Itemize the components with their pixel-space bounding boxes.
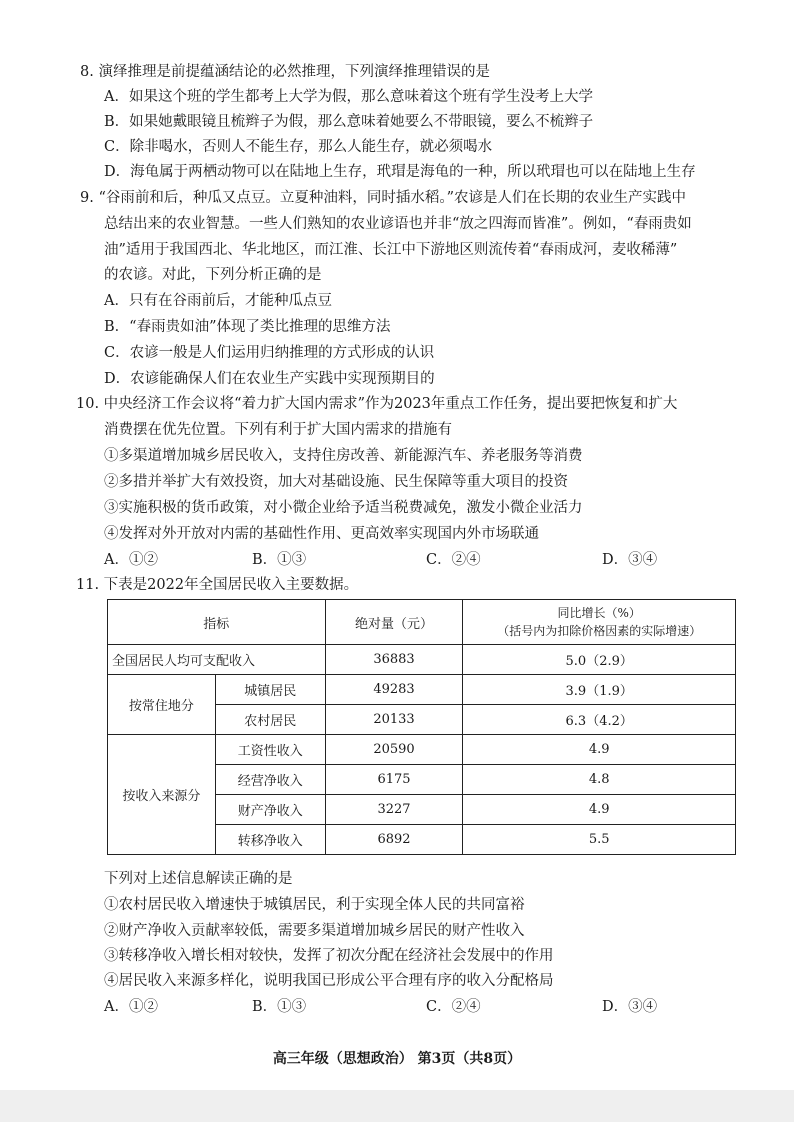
row-label: 财产净收入 [215, 795, 325, 825]
q11-prompt: 下列对上述信息解读正确的是 [104, 871, 293, 887]
q8-stem: 8. 演绎推理是前提蕴涵结论的必然推理，下列演绎推理错误的是 [80, 64, 490, 80]
q9-stem-line-1: 9. “谷雨前和后，种瓜又点豆。立夏种油料，同时插水稻。”农谚是人们在长期的农业生产实践中 [80, 190, 687, 206]
q11-item-4: ④居民收入来源多样化，说明我国已形成公平合理有序的收入分配格局 [104, 973, 554, 989]
header-growth [463, 600, 736, 645]
q9-stem-line-4: 的农谚。对此，下列分析正确的是 [104, 267, 322, 283]
q8-option-d: D．海龟属于两栖动物可以在陆地上生存，玳瑁是海龟的一种，所以玳瑁也可以在陆地上生存 [104, 164, 696, 180]
q10-choices [104, 550, 704, 570]
q11-item-3: ③转移净收入增长相对较快，发挥了初次分配在经济社会发展中的作用 [104, 948, 554, 964]
row-label: 转移净收入 [215, 825, 325, 855]
row-amount: 20133 [325, 705, 463, 735]
q10-stem-line-2: 消费摆在优先位置。下列有利于扩大国内需求的措施有 [104, 422, 452, 438]
header-growth-note: （括号内为扣除价格因素的实际增速） [497, 624, 702, 638]
table-row [108, 735, 736, 765]
q9-option-a: A．只有在谷雨前后，才能种瓜点豆 [104, 293, 332, 309]
row-label: 工资性收入 [215, 735, 325, 765]
q11-choice-a: A．①② [104, 999, 158, 1015]
q10-item-1: ①多渠道增加城乡居民收入，支持住房改善、新能源汽车、养老服务等消费 [104, 448, 583, 464]
row-amount: 49283 [325, 675, 463, 705]
row-label: 农村居民 [215, 705, 325, 735]
row-amount: 6175 [325, 765, 463, 795]
q10-item-3: ③实施积极的货币政策，对小微企业给予适当税费减免，激发小微企业活力 [104, 500, 583, 516]
q9-option-c: C．农谚一般是人们运用归纳推理的方式形成的认识 [104, 345, 435, 361]
row-growth: 3.9（1.9） [463, 675, 736, 705]
group-label-residence: 按常住地分 [108, 675, 216, 735]
q11-choices [104, 997, 704, 1017]
q8-option-b: B．如果她戴眼镜且梳辫子为假，那么意味着她要么不带眼镜，要么不梳辫子 [104, 114, 594, 130]
q8-option-c: C．除非喝水，否则人不能生存，那么人能生存，就必须喝水 [104, 139, 493, 155]
row-growth: 5.5 [463, 825, 736, 855]
q9-stem-line-2: 总结出来的农业智慧。一些人们熟知的农业谚语也并非“放之四海而皆准”。例如，“春雨贵如 [104, 216, 692, 232]
row-growth: 4.9 [463, 795, 736, 825]
row-amount: 3227 [325, 795, 463, 825]
q8-option-a: A．如果这个班的学生都考上大学为假，那么意味着这个班有学生没考上大学 [104, 89, 593, 105]
q10-choice-b: B．①③ [252, 552, 307, 568]
row-growth: 4.8 [463, 765, 736, 795]
q11-item-1: ①农村居民收入增速快于城镇居民，利于实现全体人民的共同富裕 [104, 897, 525, 913]
q10-item-4: ④发挥对外开放对内需的基础性作用、更高效率实现国内外市场联通 [104, 526, 539, 542]
header-growth-title: 同比增长（%） [557, 606, 641, 620]
q9-stem-line-3: 油”适用于我国西北、华北地区，而江淮、长江中下游地区则流传着“春雨成河，麦收稀薄” [104, 242, 678, 258]
header-amount: 绝对量（元） [325, 600, 463, 645]
row-growth: 5.0（2.9） [463, 645, 736, 675]
q9-option-b: B．“春雨贵如油”体现了类比推理的思维方法 [104, 319, 391, 335]
q9-option-d: D．农谚能确保人们在农业生产实践中实现预期目的 [104, 371, 435, 387]
row-label: 全国居民人均可支配收入 [108, 645, 326, 675]
income-table [107, 599, 736, 855]
q10-choice-c: C．②④ [426, 552, 481, 568]
table-row [108, 645, 736, 675]
row-growth: 6.3（4.2） [463, 705, 736, 735]
row-label: 城镇居民 [215, 675, 325, 705]
row-growth: 4.9 [463, 735, 736, 765]
row-amount: 6892 [325, 825, 463, 855]
q11-item-2: ②财产净收入贡献率较低，需要多渠道增加城乡居民的财产性收入 [104, 923, 525, 939]
row-amount: 20590 [325, 735, 463, 765]
table-header-row [108, 600, 736, 645]
q10-choice-d: D．③④ [602, 552, 658, 568]
q11-choice-c: C．②④ [426, 999, 481, 1015]
group-label-source: 按收入来源分 [108, 735, 216, 855]
page-footer: 高三年级（思想政治） 第3页（共8页） [272, 1051, 522, 1067]
row-amount: 36883 [325, 645, 463, 675]
q11-choice-d: D．③④ [602, 999, 658, 1015]
q11-stem: 11. 下表是2022年全国居民收入主要数据。 [76, 577, 359, 593]
q10-stem-line-1: 10. 中央经济工作会议将“着力扩大国内需求”作为2023年重点工作任务，提出要把恢复和扩大 [76, 396, 678, 412]
q10-choice-a: A．①② [104, 552, 158, 568]
table-row [108, 675, 736, 705]
row-label: 经营净收入 [215, 765, 325, 795]
header-indicator: 指标 [108, 600, 326, 645]
q10-item-2: ②多措并举扩大有效投资，加大对基础设施、民生保障等重大项目的投资 [104, 474, 568, 490]
q11-choice-b: B．①③ [252, 999, 307, 1015]
